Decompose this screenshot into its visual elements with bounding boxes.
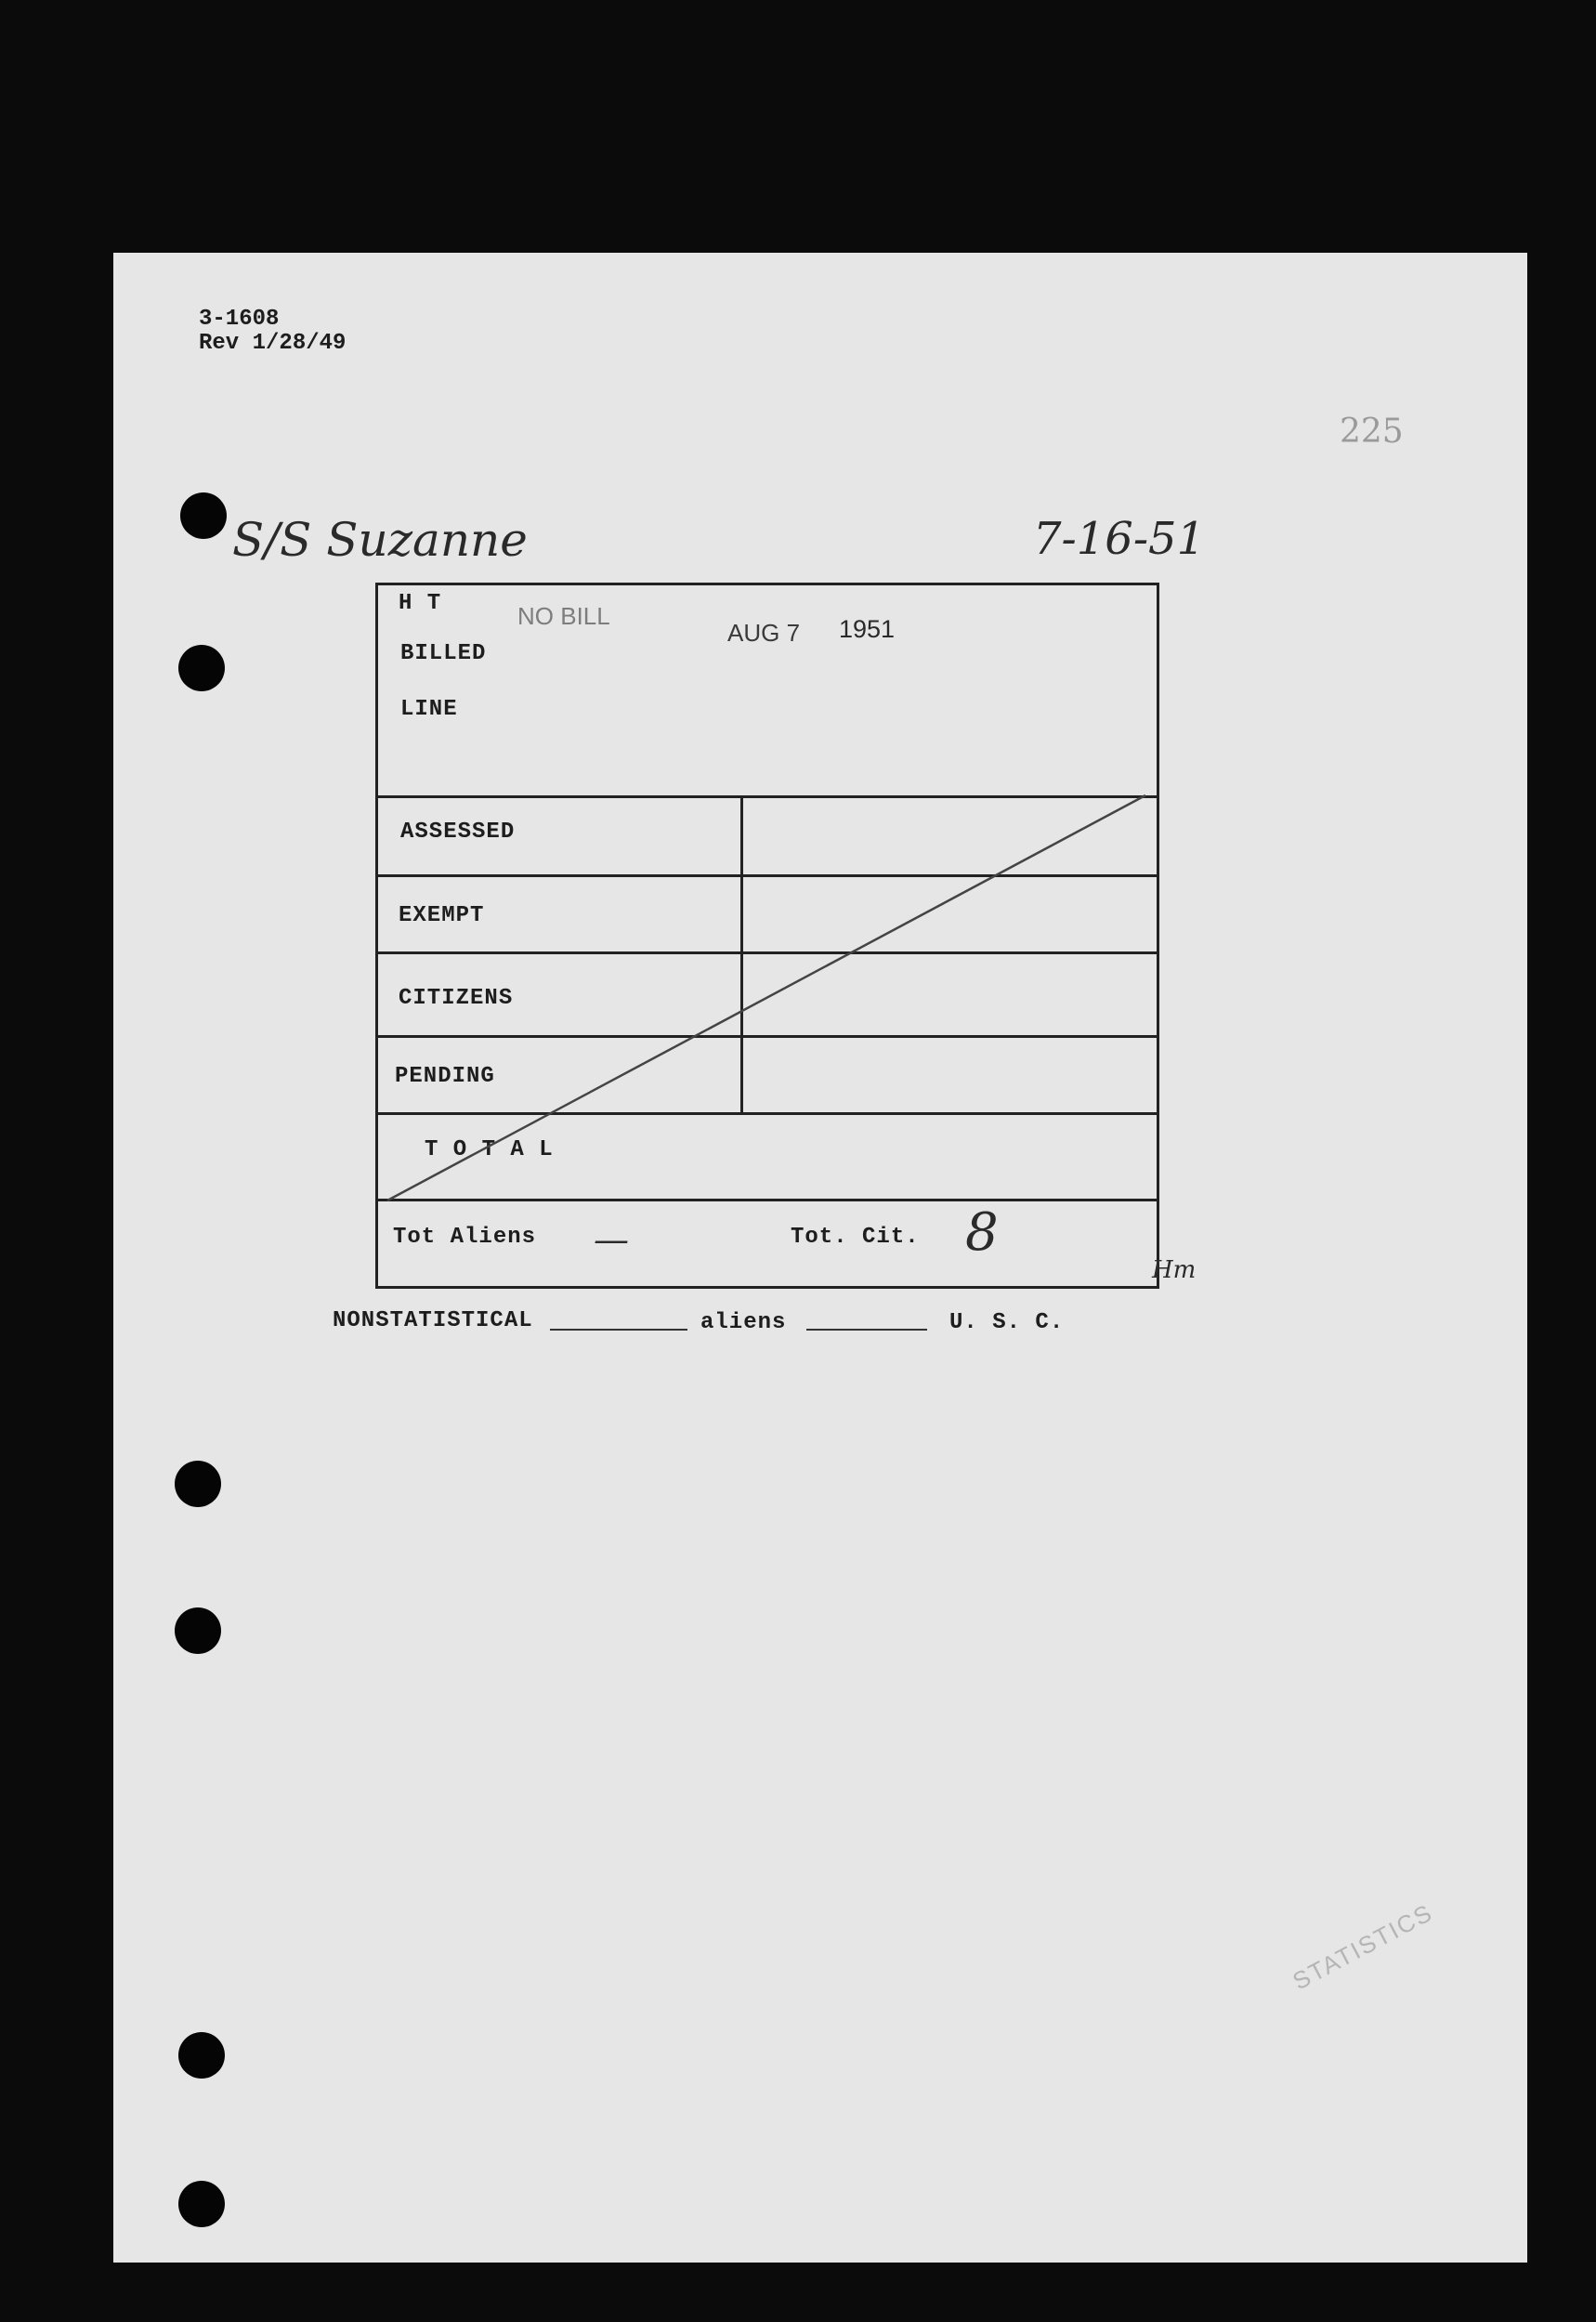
usc-label: U. S. C. (949, 1310, 1065, 1335)
tot-aliens-label: Tot Aliens (393, 1225, 537, 1250)
row-label-exempt: EXEMPT (399, 903, 485, 928)
form-number: 3-1608 (199, 307, 280, 332)
punch-hole (178, 645, 225, 691)
form-revision: Rev 1/28/49 (199, 331, 347, 356)
punch-hole (175, 1607, 221, 1654)
statistics-stamp: STATISTICS (1288, 1897, 1438, 1996)
tot-aliens-value: — (594, 1219, 629, 1260)
row-label-pending: PENDING (395, 1064, 495, 1089)
document-page (113, 253, 1527, 2263)
ship-date: 7-16-51 (1033, 513, 1206, 565)
tot-cit-value: 8 (965, 1202, 999, 1263)
initials: Hm (1152, 1256, 1197, 1284)
nonstatistical-label: NONSTATISTICAL (333, 1308, 533, 1333)
page-number-stamp: 225 (1340, 413, 1404, 451)
no-bill-stamp: NO BILL (517, 602, 610, 630)
total-label: T O T A L (425, 1137, 554, 1162)
ship-name: S/S Suzanne (232, 513, 528, 567)
tot-cit-label: Tot. Cit. (791, 1225, 920, 1250)
line-label: LINE (400, 697, 458, 722)
form-table (375, 583, 1159, 1289)
footer-aliens-label: aliens (700, 1310, 787, 1335)
date-stamp-year: 1951 (839, 615, 896, 643)
aliens-blank (806, 1329, 927, 1331)
punch-hole (178, 2032, 225, 2079)
nonstatistical-blank (550, 1329, 687, 1331)
billed-label: BILLED (400, 641, 487, 666)
punch-hole (178, 2181, 225, 2227)
punch-hole (175, 1461, 221, 1507)
cancel-line (378, 585, 1157, 1292)
ht-label: H T (399, 591, 442, 616)
punch-hole (180, 492, 227, 539)
date-stamp-month: AUG 7 (727, 619, 801, 647)
row-label-assessed: ASSESSED (400, 820, 516, 845)
row-label-citizens: CITIZENS (399, 986, 514, 1011)
